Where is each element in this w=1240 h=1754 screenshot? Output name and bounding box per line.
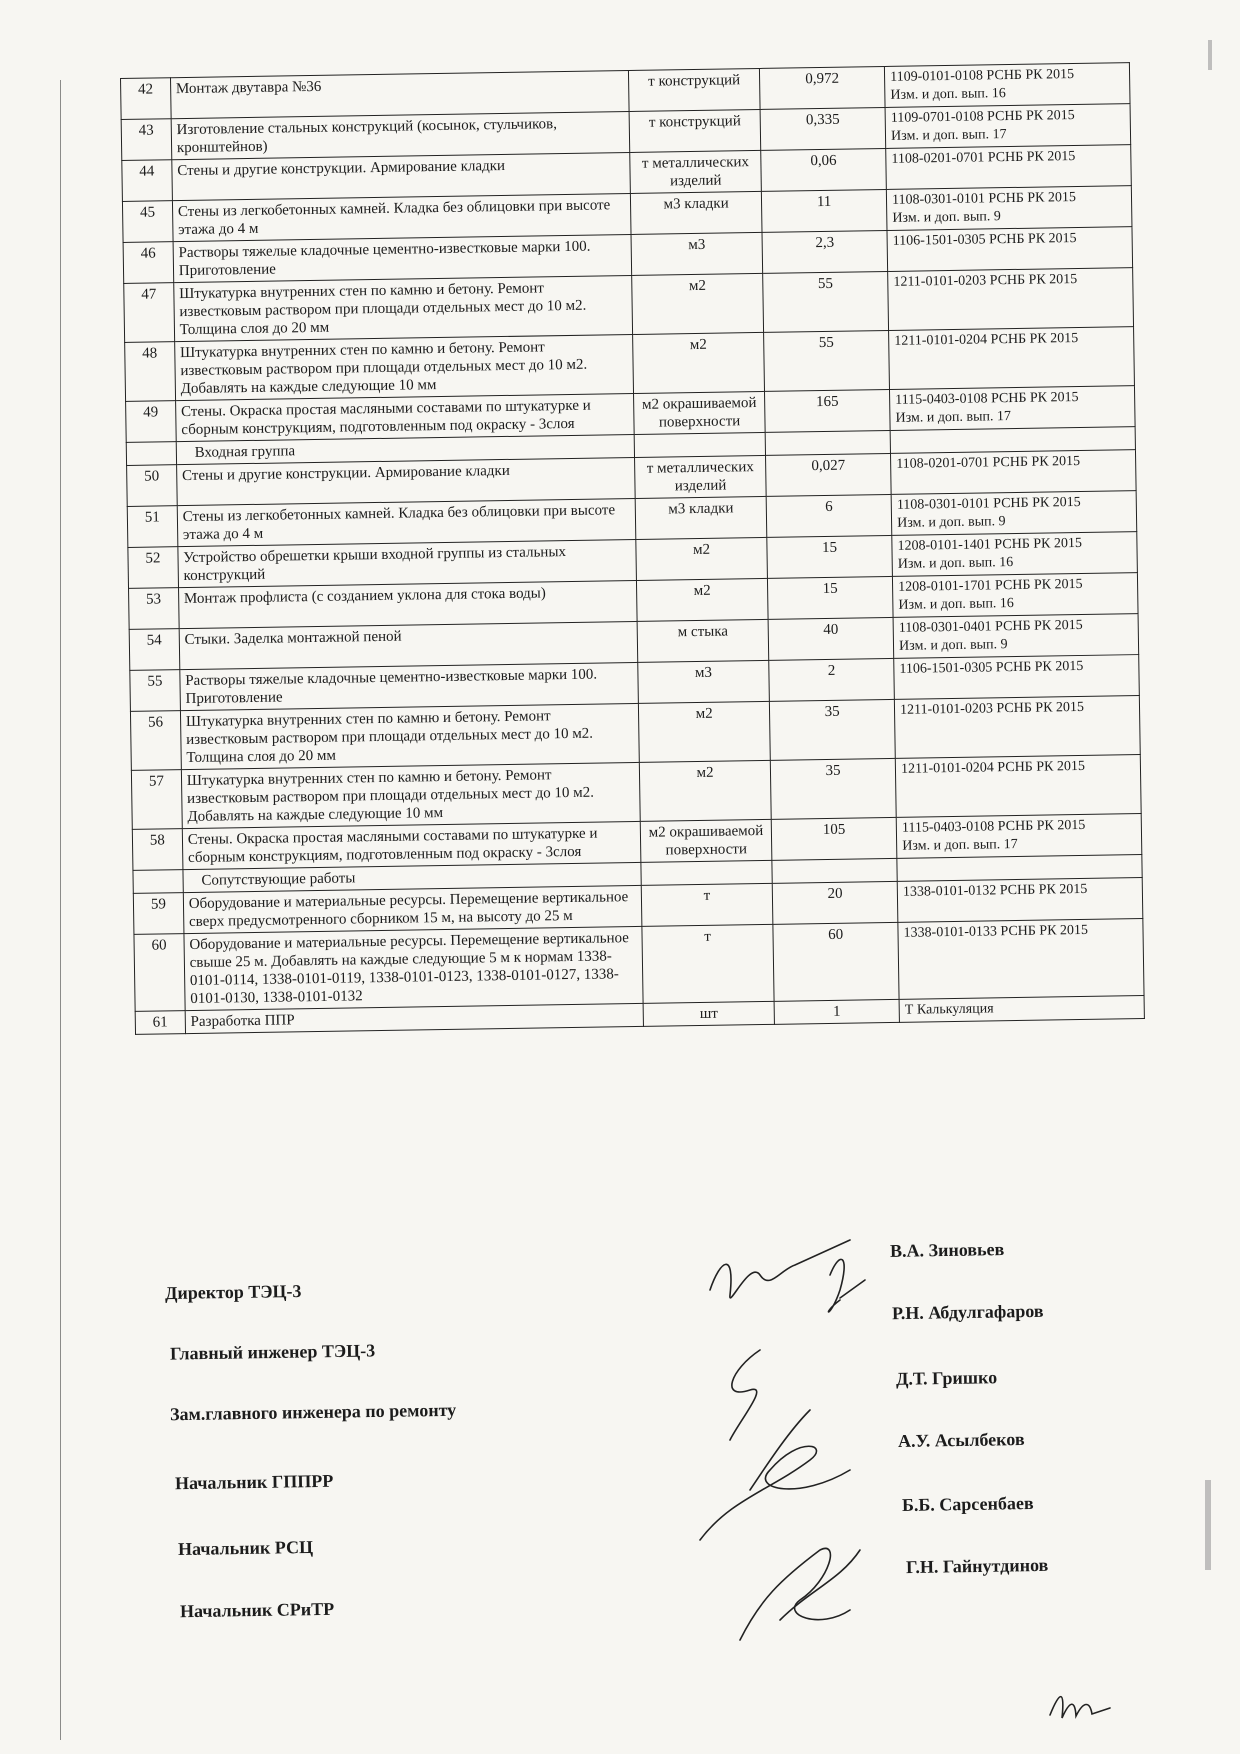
row-number-cell: 56 [130,711,181,771]
unit-cell: м2 [638,701,770,762]
unit-cell: м3 кладки [630,191,762,234]
signatory-position: Зам.главного инженера по ремонту [169,1399,457,1425]
quantity-cell: 35 [770,758,896,819]
norm-code: 1108-0301-0401 РСНБ РК 2015 [898,617,1083,636]
row-number-cell: 51 [127,506,177,548]
quantity-cell: 11 [761,189,887,232]
quantity-cell: 0,06 [761,148,887,191]
quantity-cell: 15 [768,576,894,619]
row-number-cell: 47 [124,283,175,343]
norm-code-note: Изм. и доп. вып. 9 [898,637,1008,654]
quantity-cell: 60 [773,922,899,1001]
quantity-cell: 15 [767,535,893,578]
signatory-name: Д.Т. Гришко [895,1367,998,1389]
norm-code: Т Калькуляция [904,1001,994,1018]
row-number-cell: 55 [130,670,180,712]
row-number-cell: 50 [127,465,177,507]
norm-code: 1108-0301-0101 РСНБ РК 2015 [896,494,1081,513]
work-name-cell: Оборудование и материальные ресурсы. Перемещение вертикальное сверх предусмотренного сборником 15 м, на высоту до 25 м [183,885,642,933]
row-number-cell: 52 [128,547,178,589]
unit-cell: т [641,883,773,926]
signatory-name: Г.Н. Гайнутдинов [905,1554,1049,1578]
work-name-cell: Монтаж двутавра №36 [170,71,629,119]
row-number-cell: 42 [121,78,171,120]
unit-cell: м2 [636,537,768,580]
unit-cell: т металлических изделий [635,455,767,498]
quantity-cell: 40 [768,617,894,660]
unit-cell: м2 окрашиваемой поверхности [634,391,766,434]
handwritten-initials [1040,1680,1130,1730]
quantity-cell: 2 [769,658,895,701]
work-name-cell: Стены из легкобетонных камней. Кладка без облицовки при высоте этажа до 4 м [177,498,636,546]
norm-code-note: Изм. и доп. вып. 16 [897,555,1014,572]
quantity-cell: 55 [763,271,889,332]
norm-code: 1106-1501-0305 РСНБ РК 2015 [899,658,1084,677]
signatory-position: Главный инженер ТЭЦ-3 [169,1340,376,1364]
signatory-name: Р.Н. Абдулгафаров [891,1300,1044,1324]
row-number-cell: 60 [134,934,185,1012]
work-name-cell: Стены и другие конструкции. Армирование кладки [172,153,631,201]
quantity-cell: 2,3 [762,230,888,273]
work-name-cell: Монтаж профлиста (с созданием уклона для стока воды) [178,580,637,628]
norm-code-note: Изм. и доп. вып. 16 [898,596,1014,613]
signatory-position: Директор ТЭЦ-3 [164,1280,302,1304]
norm-code-note: Изм. и доп. вып. 17 [890,127,1007,144]
unit-cell: м стыка [637,619,769,662]
quantity-cell: 105 [771,817,897,860]
work-name-cell: Растворы тяжелые кладочные цементно-известковые марки 100. Приготовление [180,662,639,710]
work-name-cell: Штукатурка внутренних стен по камню и бетону. Ремонт известковым раствором при площади отдельных мест до 10 м2. Толщина слоя до 20 мм [180,703,639,769]
unit-cell: м2 [633,332,765,393]
norm-code: 1108-0201-0701 РСНБ РК 2015 [896,453,1081,472]
unit-cell: шт [643,1001,774,1026]
norm-code-note: Изм. и доп. вып. 16 [890,86,1006,103]
work-name-cell: Штукатурка внутренних стен по камню и бетону. Ремонт известковым раствором при площади отдельных мест до 10 м2. Добавлять на каждые следующие 10 мм [181,762,640,828]
scan-artifact [1205,1480,1211,1570]
handwritten-signature [720,1520,880,1660]
signatory-position: Начальник ГППРР [174,1470,334,1494]
unit-cell: м3 [638,660,770,703]
work-name-cell: Оборудование и материальные ресурсы. Перемещение вертикальное свыше 25 м. Добавлять на каждые следующие 5 м к нормам 1338-0101-0114, 1338-0101-0119, 1338-0101-0123, 1338-0101-0127, 1338-0101-0130, 1338-0101-0132 [184,926,643,1010]
work-name-cell: Стены из легкобетонных камней. Кладка без облицовки при высоте этажа до 4 м [172,193,631,241]
work-name-cell: Сопутствующие работы [183,862,642,892]
row-number-cell: 46 [123,242,173,284]
unit-cell: т металлических изделий [630,150,762,193]
norm-code: 1115-0403-0108 РСНБ РК 2015 [901,817,1086,836]
handwritten-signature [690,1220,890,1340]
quantity-cell: 165 [765,389,891,432]
quantity-cell: 35 [769,699,895,760]
norm-code: 1211-0101-0204 РСНБ РК 2015 [894,330,1079,349]
unit-cell: м2 [632,273,764,334]
norm-code-note: Изм. и доп. вып. 9 [897,514,1006,531]
work-name-cell: Устройство обрешетки крыши входной группы из стальных конструкций [178,539,637,587]
row-number-cell: 43 [121,119,171,161]
signatory-position: Начальник СРиТР [179,1598,335,1622]
work-name-cell: Изготовление стальных конструкций (косынок, стульчиков, кронштейнов) [171,112,630,160]
work-name-cell: Стены. Окраска простая масляными составами по штукатурке и сборным конструкциям, подготовленным под окраску - 3слоя [182,821,641,869]
norm-code: 1109-0101-0108 РСНБ РК 2015 [890,67,1075,85]
row-number-cell: 54 [129,629,179,671]
unit-cell: м2 [637,578,769,621]
norm-code: 1211-0101-0204 РСНБ РК 2015 [900,758,1086,777]
work-name-cell: Стыки. Заделка монтажной пеной [179,621,638,669]
quantity-cell: 20 [772,881,898,924]
unit-cell: т [642,924,774,1003]
unit-cell: т конструкций [629,109,761,152]
row-number-cell: 59 [133,893,183,935]
norm-code: 1108-0301-0101 РСНБ РК 2015 [891,190,1077,208]
work-name-cell: Стены. Окраска простая масляными составами по штукатурке и сборным конструкциям, подготовленным под окраску - 3слоя [175,393,634,441]
row-number-cell: 53 [129,588,179,630]
norm-code: 1211-0101-0203 РСНБ РК 2015 [893,271,1078,290]
work-name-cell: Растворы тяжелые кладочные цементно-известковые марки 100. Приготовление [173,234,632,282]
work-name-cell: Штукатурка внутренних стен по камню и бетону. Ремонт известковым раствором при площади отдельных мест до 10 м2. Толщина слоя до 20 мм [174,275,633,341]
row-number-cell: 49 [126,401,176,443]
norm-code: 1108-0201-0701 РСНБ РК 2015 [891,149,1076,167]
row-number-cell: 61 [135,1011,185,1035]
norm-code: 1106-1501-0305 РСНБ РК 2015 [892,230,1077,249]
signatory-name: А.У. Асылбеков [897,1429,1025,1451]
row-number-cell: 44 [122,160,172,202]
norm-code: 1109-0701-0108 РСНБ РК 2015 [890,108,1075,126]
row-number-cell: 48 [125,342,176,402]
unit-cell: т конструкций [628,68,760,111]
unit-cell: м3 кладки [635,496,767,539]
unit-cell: м2 [639,760,771,821]
work-name-cell: Разработка ППР [185,1003,644,1033]
quantity-cell: 55 [764,330,890,391]
unit-cell: м3 [631,232,763,275]
quantity-cell: 0,972 [760,66,886,109]
norm-code: 1338-0101-0133 РСНБ РК 2015 [903,922,1089,941]
quantity-cell: 1 [774,999,899,1024]
norm-code: 1115-0403-0108 РСНБ РК 2015 [895,389,1079,408]
norm-code: 1208-0101-1701 РСНБ РК 2015 [898,576,1083,595]
quantity-cell: 6 [766,494,892,537]
row-number-cell: 57 [131,770,182,830]
signatory-name: Б.Б. Сарсенбаев [901,1492,1034,1516]
norm-code: 1208-0101-1401 РСНБ РК 2015 [897,535,1083,554]
norm-code-note: Изм. и доп. вып. 17 [895,409,1012,426]
work-name-cell: Стены и другие конструкции. Армирование кладки [176,457,635,505]
signatory-position: Начальник РСЦ [177,1536,314,1560]
norm-code-note: Изм. и доп. вып. 17 [902,836,1018,854]
work-name-cell: Штукатурка внутренних стен по камню и бетону. Ремонт известковым раствором при площади отдельных мест до 10 м2. Добавлять на каждые следующие 10 мм [174,334,633,400]
row-number-cell: 58 [132,829,182,871]
signatory-name: В.А. Зиновьев [889,1239,1005,1261]
norm-code: 1338-0101-0132 РСНБ РК 2015 [902,881,1088,900]
scan-artifact [1208,40,1212,70]
norm-code: 1211-0101-0203 РСНБ РК 2015 [900,699,1085,718]
quantity-cell: 0,027 [766,453,892,496]
quantity-cell: 0,335 [760,107,886,150]
work-name-cell: Входная группа [176,434,635,464]
unit-cell: м2 окрашиваемой поверхности [640,819,772,862]
row-number-cell: 45 [122,201,172,243]
norm-code-note: Изм. и доп. вып. 9 [892,209,1001,226]
